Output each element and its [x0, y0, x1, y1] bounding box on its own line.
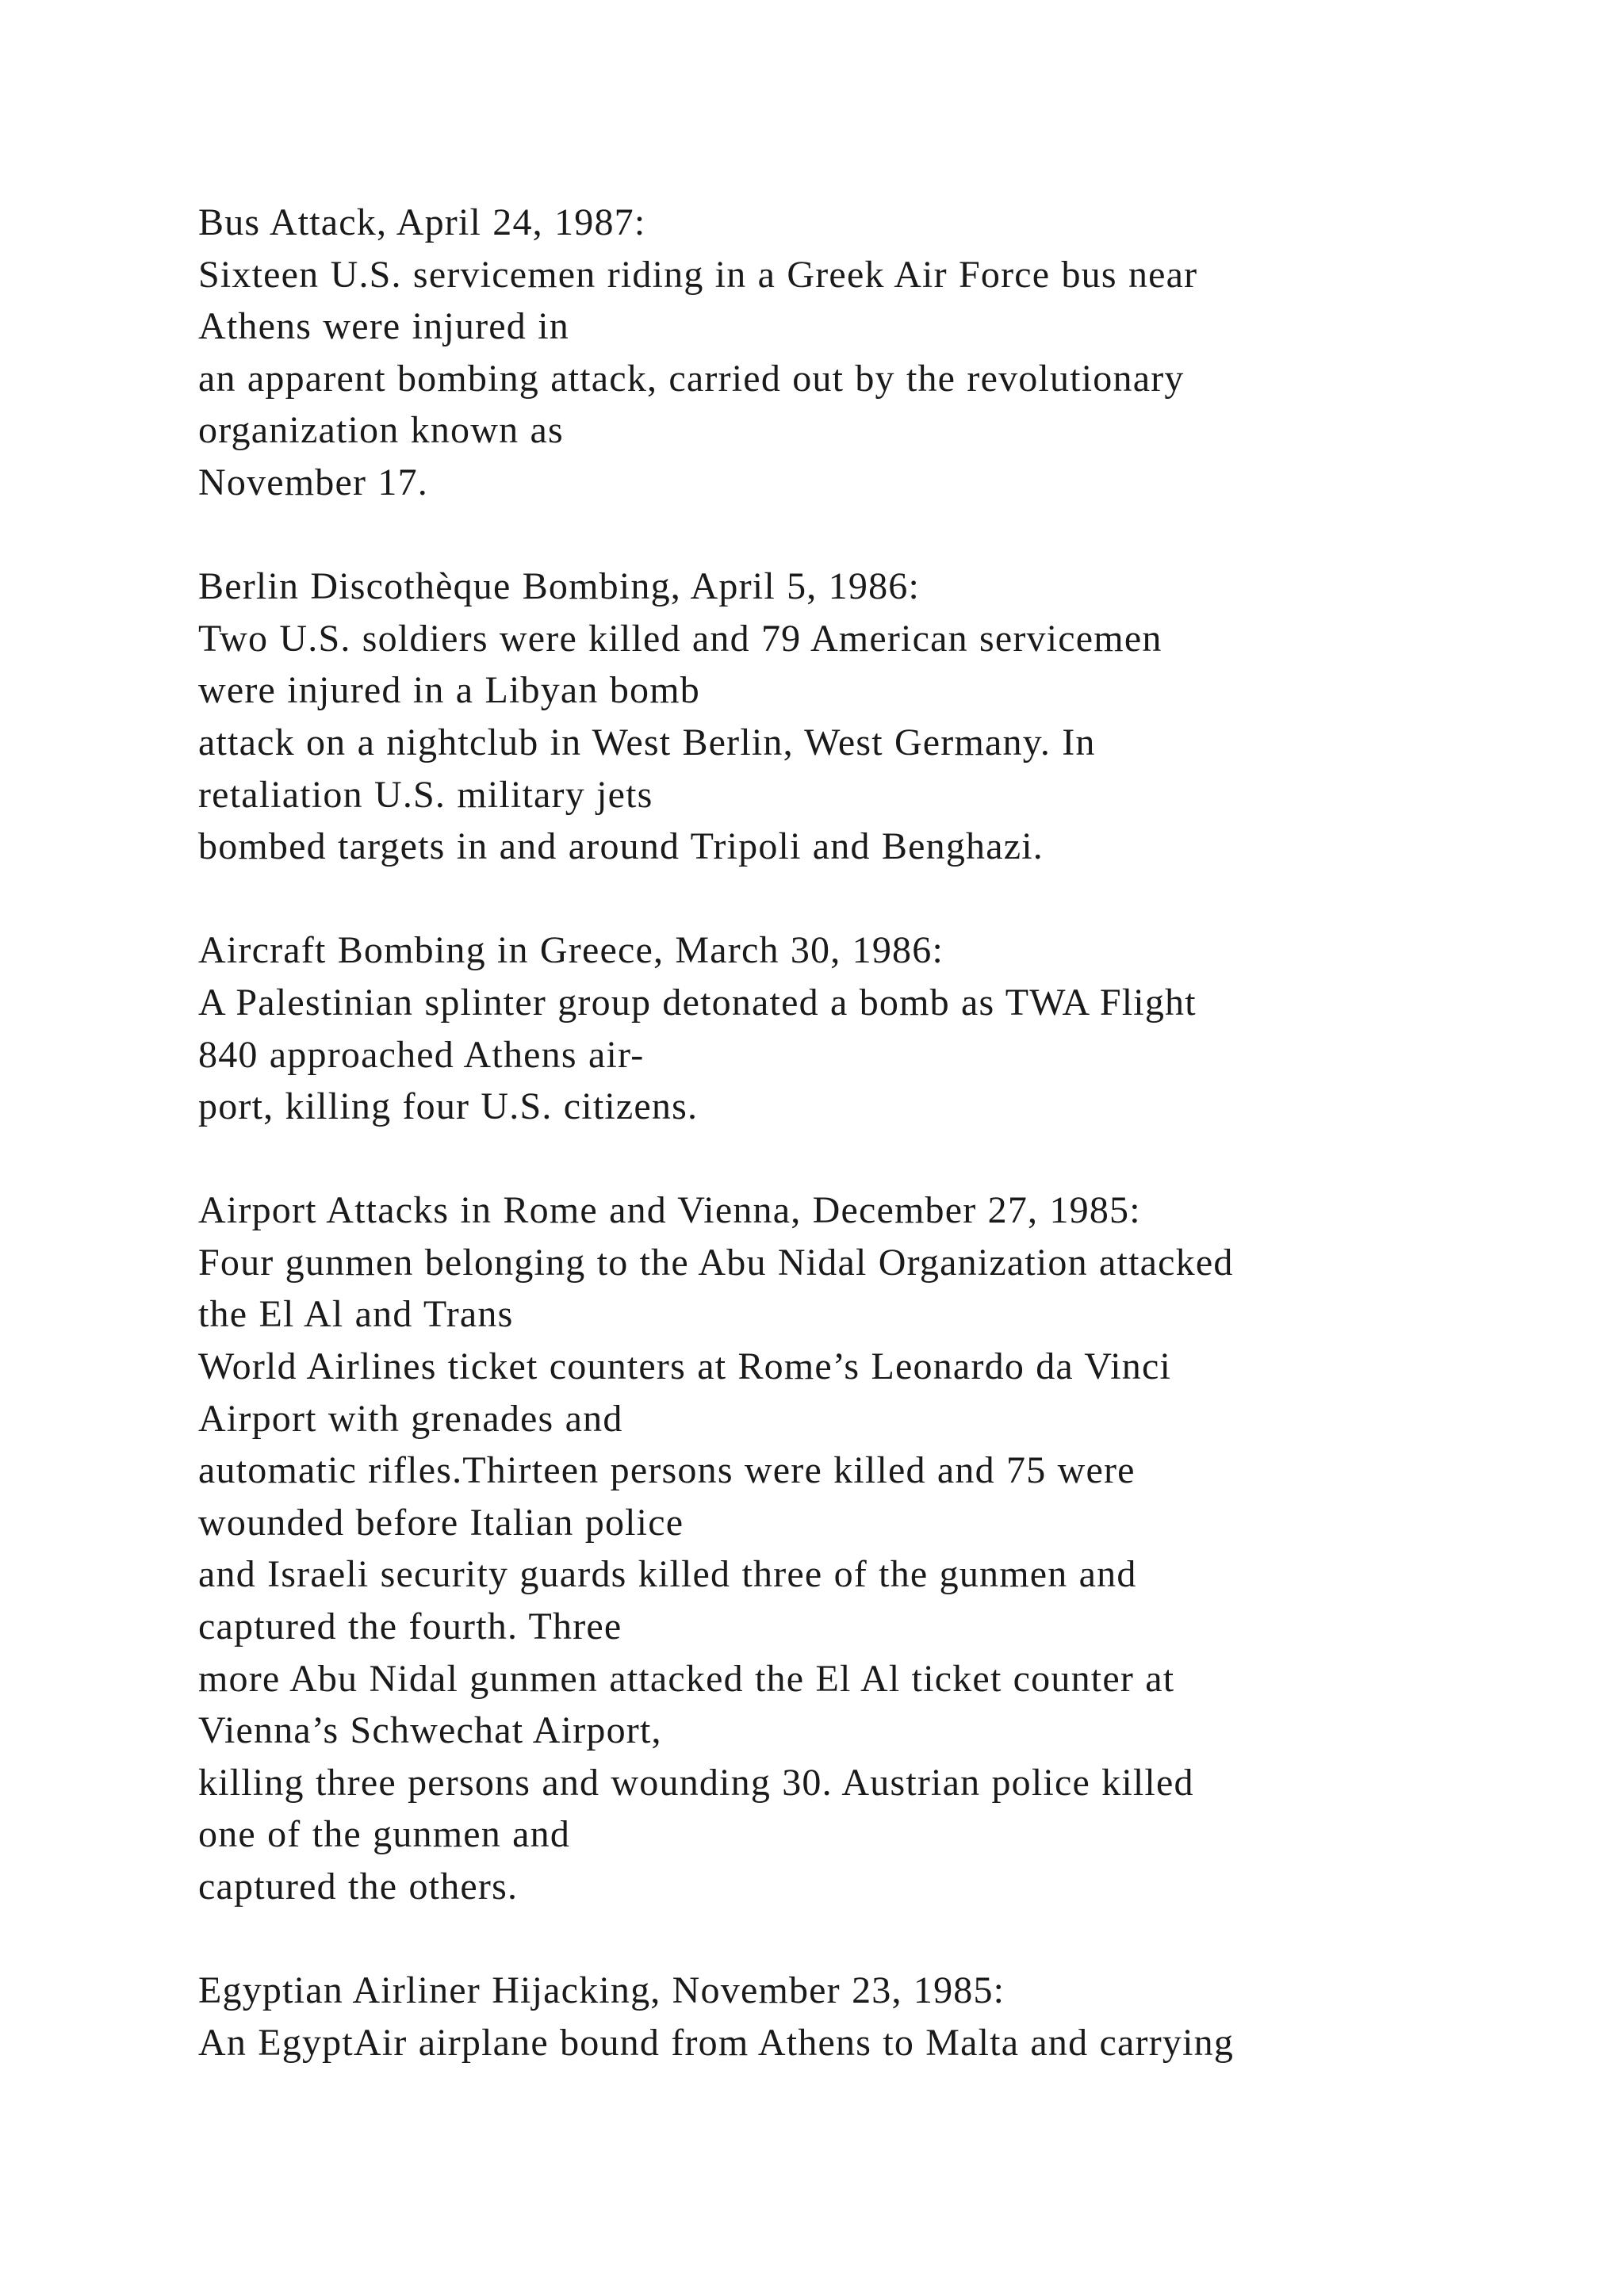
- entry-line: killing three persons and wounding 30. Austrian police killed: [198, 1761, 1194, 1804]
- entry-line: retaliation U.S. military jets: [198, 773, 653, 816]
- entry-line: Four gunmen belonging to the Abu Nidal Organization attacked: [198, 1241, 1234, 1284]
- entry-line: attack on a nightclub in West Berlin, West Germany. In: [198, 721, 1096, 763]
- entry-line: November 17.: [198, 461, 428, 503]
- entry-heading: Aircraft Bombing in Greece, March 30, 1986:: [198, 929, 944, 972]
- entry-line: organization known as: [198, 409, 564, 452]
- entry-heading: Egyptian Airliner Hijacking, November 23, 1985:: [198, 1969, 1005, 2012]
- entry-line: Airport with grenades and: [198, 1397, 623, 1440]
- entry-line: and Israeli security guards killed three of the gunmen and: [198, 1553, 1137, 1596]
- entry-line: Sixteen U.S. servicemen riding in a Greek Air Force bus near: [198, 253, 1198, 296]
- document-body: [198, 197, 1546, 2068]
- paragraph-gap: [198, 509, 1546, 561]
- entry-heading: Airport Attacks in Rome and Vienna, December 27, 1985:: [198, 1189, 1141, 1232]
- paragraph-gap: [198, 1133, 1546, 1185]
- entry-line: An EgyptAir airplane bound from Athens to Malta and carrying: [198, 2021, 1235, 2064]
- entry-line: port, killing four U.S. citizens.: [198, 1085, 699, 1128]
- entry-line: the El Al and Trans: [198, 1293, 514, 1336]
- paragraph-gap: [198, 1913, 1546, 1965]
- entry-line: one of the gunmen and: [198, 1813, 571, 1856]
- entry-heading: Berlin Discothèque Bombing, April 5, 1986:: [198, 565, 921, 608]
- entry-line: World Airlines ticket counters at Rome’s Leonardo da Vinci: [198, 1345, 1172, 1388]
- entry-line: captured the others.: [198, 1866, 519, 1908]
- entry-line: 840 approached Athens air-: [198, 1033, 645, 1076]
- entry-line: more Abu Nidal gunmen attacked the El Al ticket counter at: [198, 1657, 1175, 1700]
- entry-line: bombed targets in and around Tripoli and Benghazi.: [198, 825, 1044, 868]
- entry-line: Two U.S. soldiers were killed and 79 American servicemen: [198, 617, 1162, 660]
- entry-line: Athens were injured in: [198, 305, 569, 348]
- entry-line: captured the fourth. Three: [198, 1605, 622, 1648]
- entry-line: an apparent bombing attack, carried out by the revolutionary: [198, 357, 1185, 400]
- paragraph-gap: [198, 873, 1546, 925]
- entry-line: Vienna’s Schwechat Airport,: [198, 1709, 662, 1752]
- entry-heading: Bus Attack, April 24, 1987:: [198, 201, 646, 243]
- entry-line: automatic rifles.Thirteen persons were killed and 75 were: [198, 1449, 1136, 1492]
- entry-line: were injured in a Libyan bomb: [198, 669, 700, 712]
- entry-line: A Palestinian splinter group detonated a bomb as TWA Flight: [198, 981, 1197, 1024]
- entry-line: wounded before Italian police: [198, 1501, 684, 1544]
